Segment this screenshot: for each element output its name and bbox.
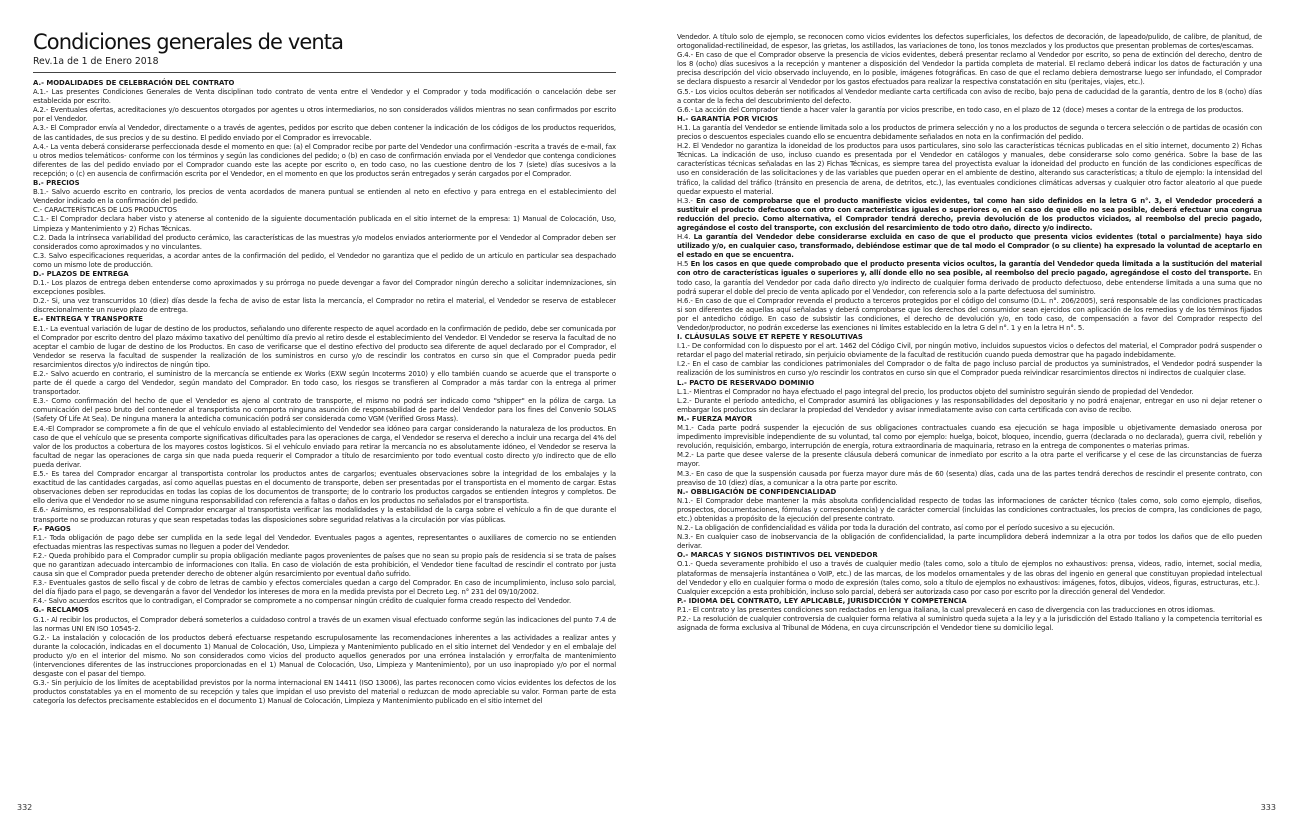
clause-number: H.3.-	[677, 196, 697, 205]
page-number-right: 333	[1260, 803, 1276, 812]
section-heading: L.- PACTO DE RESERVADO DOMINIO	[677, 378, 815, 387]
clause-paragraph: D.1.- Los plazos de entrega deben entenderse como aproximados y su prórroga no puede devengar a favor del Comprador ningún derecho a solicitar indemnizaciones, sin excepciones posibles.	[33, 279, 616, 297]
clause-number: H.4.	[677, 233, 694, 242]
clause-bold-text: La garantía del Vendedor debe considerarse excluida en caso de que el producto que presenta vicios evidentes (total o parcialmente) haya sido utilizado y/o, en cualquier caso, transformado, debiéndose estimar que de tal modo el Comprador (o su cliente) ha expresado la voluntad de aceptarlo en el estado en que se encuentra.	[677, 233, 1262, 260]
clause-paragraph: L.2.- Durante el período antedicho, el Comprador asumirá las obligaciones y las responsabilidades del depositario y no podrá enajenar, entregar en uso ni dejar retener o embargar los productos sin declarar la propiedad del Vendedor y avisar inmediatamente aviso con carta certificada con aviso de recibo.	[677, 396, 1262, 414]
clause-paragraph: P.1.- El contrato y las presentes condiciones son redactados en lengua italiana, la cual prevalecerá en caso de divergencia con las traducciones en otros idiomas.	[677, 605, 1215, 614]
title-divider	[33, 72, 616, 73]
clause-paragraph: Vendedor. A título solo de ejemplo, se reconocen como vicios evidentes los defectos superficiales, los defectos de decoración, de lapeado/pulido, de calibre, de planitud, de ortogonalidad-rectilineidad, de espesor, las grietas, los astillados, las variaciones de tono, los tonos mezclados y los productos que presentan problemas de cortes/escamas.	[677, 33, 1262, 51]
section-heading: A.- MODALIDADES DE CELEBRACIÓN DEL CONTRATO	[33, 79, 235, 87]
clause-paragraph: B.1.- Salvo acuerdo escrito en contrario, los precios de venta acordados de manera puntual se entienden al neto en efectivo y para entrega en el establecimiento del Vendedor indicado en la confirmación del pedido.	[33, 188, 616, 206]
clause-paragraph: C.3. Salvo especificaciones requeridas, a acordar antes de la confirmación del pedido, el Vendedor no garantiza que el pedido de un artículo en particular sea despachado como un mismo lote de producción.	[33, 251, 616, 269]
clause-bold-text: En caso de comprobarse que el producto manifieste vicios evidentes, tal como han sido definidos en la letra G n°. 3, el Vendedor procederá a sustituir el producto defectuoso con otro con características iguales o superiores o, en el caso de que ello no sea posible, deberá efectuar una congrua reducción del precio. Como alternativa, el Comprador tendrá derecho, previa devolución de los productos viciados, al reembolso del precio pagado, agregándose el costo del transporte, con exclusión del resarcimiento de todo otro daño, directo y/o indirecto.	[677, 196, 1262, 232]
clause-paragraph: E.2.- Salvo acuerdo en contrario, el suministro de la mercancía se entiende ex Works (EXW según Incoterms 2010) y ello también cuando se acuerde que el transporte o parte de él quede a cargo del Vendedor, según mandato del Comprador. En todo caso, los riesgos se transfieren al Comprador a más tardar con la entrega al primer transportador.	[33, 370, 616, 397]
clause-paragraph: I.2.- En el caso de cambiar las condiciones patrimoniales del Comprador o de falta de pago incluso parcial de productos ya suministrados, el Vendedor podrá suspender la realización de los suministros en curso y/o rescindir los contratos en curso sin que el Comprador pueda reivindicar resarcimientos directos ni indirectos de cualquier clase.	[677, 360, 1262, 378]
clause-paragraph: F.4.- Salvo acuerdos escritos que lo contradigan, el Comprador se compromete a no compensar ningún crédito de cualquier forma creado respecto del Vendedor.	[33, 597, 572, 606]
clause-paragraph	[677, 197, 1262, 233]
clause-paragraph: N.3.- En cualquier caso de inobservancia de la obligación de confidencialidad, la parte incumplidora deberá indemnizar a la otra por todos los daños que de ello pueden derivar.	[677, 533, 1262, 551]
clause-paragraph: G.4.- En caso de que el Comprador observe la presencia de vicios evidentes, deberá presentar reclamo al Vendedor por escrito, so pena de extinción del derecho, dentro de los 8 (ocho) días sucesivos a la recepción y mantener a disposición del Vendedor la partida completa de material. El reclamo deberá indicar los datos de facturación y una precisa descripción del vicio observado incluyendo, en lo posible, imágenes fotográficas. En caso de que el reclamo debiera demostrarse luego ser infundado, el Comprador se declara dispuesto a resarcir al Vendedor por los gastos efectuados para realizar la respectiva constatación en situ (peritajes, viajes, etc.).	[677, 51, 1262, 87]
clause-number: H.5	[677, 260, 691, 269]
left-page	[0, 0, 646, 825]
clause-paragraph: M.2.- La parte que desee valerse de la presente cláusula deberá comunicar de inmediato por escrito a la otra parte el verificarse y el cese de las circunstancias de fuerza mayor.	[677, 451, 1262, 469]
right-column	[677, 33, 1262, 785]
right-column-text	[677, 33, 1262, 633]
clause-paragraph: N.2.- La obligación de confidencialidad es válida por toda la duración del contrato, así como por el período sucesivo a su ejecución.	[677, 524, 1115, 533]
clause-tail-text: En todo caso, la garantía del Vendedor por cada daño directo y/o indirecto de cualquier forma derivado de producto defectuoso, debe entenderse limitada a una suma que no podrá superar el doble del precio de venta aplicado por el Vendedor, con referencia solo a la parte defectuosa del suministro.	[677, 269, 1262, 296]
clause-paragraph: E.4.-El Comprador se compromete a fin de que el vehículo enviado al establecimiento del Vendedor sea idóneo para cargar considerando la naturaleza de los productos. En caso de que el vehículo que se presenta comporte significativas dificultades para las operaciones de carga, el Vendedor se reserva el derecho a incluir una recarga del 4% del valor de los productos a cobertura de los mayores costos logísticos. Si el vehículo enviado para retirar la mercancía no es absolutamente idóneo, el Vendedor se reserva la facultad de negar las operaciones de carga sin que nada pueda requerir el Comprador a título de resarcimiento por todo eventual costo directo y/o indirecto que de ello pueda derivar.	[33, 424, 616, 469]
clause-paragraph: H.6.- En caso de que el Comprador revenda el producto a terceros protegidos por el código del consumo (D.L. n°. 206/2005), será responsable de las condiciones practicadas si son diferentes de aquellas aquí señaladas y deberá comprobarse que los derechos del consumidor sean ejercidos con aplicación de los remedios y de los términos fijados por el antedicho código. En caso de subsistir las condiciones, el derecho de devolución y/o, en todo caso, de compensación a favor del Comprador respecto del Vendedor/productor, no podrán excederse las exenciones ni límites establecido en la letra G del n°. 1 y en la letra H n°. 5.	[677, 296, 1262, 332]
clause-paragraph: L.1.- Mientras el Comprador no haya efectuado el pago integral del precio, los productos objeto del suministro seguirán siendo de propiedad del Vendedor.	[677, 387, 1194, 396]
clause-paragraph: H.2. El Vendedor no garantiza la idoneidad de los productos para usos particulares, sino solo las características técnicas publicadas en el sitio internet, documento 2) Fichas Técnicas. La indicación de uso, incluso cuando es presentada por el Vendedor en catálogos y manuales, debe considerarse solo como genérica. Sobre la base de las características técnicas señaladas en las 2) Fichas Técnicas, es siempre tarea del proyectista evaluar la idoneidad del producto en función de las condiciones específicas de uso en consideración de las solicitaciones y de las variables que pueden operar en el ambiente de destino, alterando sus características; a título de ejemplo: la intensidad del tráfico, la calidad del tráfico (tránsito en presencia de arena, de detritos, etc.), las eventuales condiciones climáticas adversas y cualquier otro factor aleatorio al que puede quedar expuesto el material.	[677, 142, 1262, 196]
left-column-text	[33, 79, 616, 706]
section-heading: I. CLÁUSULAS SOLVE ET REPETE Y RESOLUTIVAS	[677, 333, 863, 342]
clause-paragraph: A.1.- Las presentes Condiciones Generales de Venta disciplinan todo contrato de venta entre el Vendedor y el Comprador y toda modificación o cancelación debe ser establecida por escrito.	[33, 88, 616, 106]
clause-paragraph	[677, 233, 1262, 260]
section-heading: G.- RECLAMOS	[33, 606, 90, 615]
section-heading: D.- PLAZOS DE ENTREGA	[33, 269, 129, 278]
clause-paragraph: C.- CARACTERÍSTICAS DE LOS PRODUCTOS	[33, 206, 177, 215]
right-page	[646, 0, 1293, 825]
section-heading: B.- PRECIOS	[33, 179, 80, 188]
clause-paragraph: F.2.- Queda prohibido para el Comprador cumplir su propia obligación mediante pagos provenientes de países que no sean su propio país de residencia si se trata de países que no garantizan adecuado intercambio de informaciones con Italia. En caso de violación de esta prohibición, el Vendedor tiene facultad de rescindir el contrato por justa causa sin que el Comprador pueda pretender derecho de obtener algún resarcimiento por eventual daño sufrido.	[33, 551, 616, 579]
section-heading: O.- MARCAS Y SIGNOS DISTINTIVOS DEL VENDEDOR	[677, 551, 878, 560]
section-heading: F.- PAGOS	[33, 524, 71, 533]
clause-paragraph: M.1.- Cada parte podrá suspender la ejecución de sus obligaciones contractuales cuando esa ejecución se haga imposible u objetivamente demasiado onerosa por impedimento imprevisible independiente de su voluntad, tal como por ejemplo: huelga, boicot, bloqueo, incendio, guerra (declarada o no declarada), guerra civil, rebelión y revolución, requisición, embargo, interrupción de energía, rotura extraordinaria de maquinaria, retraso en la entrega de componentes o materias primas.	[677, 424, 1262, 451]
document-title: Condiciones generales de venta	[33, 30, 344, 54]
section-heading: E.- ENTREGA Y TRANSPORTE	[33, 315, 143, 324]
clause-paragraph: D.2.- Si, una vez transcurridos 10 (diez) días desde la fecha de aviso de estar lista la mercancía, el Comprador no retira el material, el Vendedor se reserva de establecer discrecionalmente un nuevo plazo de entrega.	[33, 297, 616, 315]
clause-bold-text: En los casos en que quede comprobado que el producto presenta vicios ocultos, la garantía del Vendedor queda limitada a la sustitución del material con otro de características iguales o superiores y, allí donde ello no sea posible, al reembolso del precio pagado, agregándose el costo del transporte.	[677, 260, 1262, 278]
clause-paragraph: G.3.- Sin perjuicio de los límites de aceptabilidad previstos por la norma internacional EN 14411 (ISO 13006), las partes reconocen como vicios evidentes los defectos de los productos constatables ya en el momento de su recepción y tales que impidan el uso previsto del material o reduzcan de modo apreciable su valor. Forman parte de esta categoría los defectos precisamente establecidos en el documento 1) Manual de Colocación, Limpieza y Mantenimiento publicado en el sitio internet del	[33, 679, 616, 706]
clause-paragraph: E.1.- La eventual variación de lugar de destino de los productos, señalando uno diferente respecto de aquel acordado en la confirmación de pedido, debe ser comunicada por el Comprador por escrito dentro del plazo máximo taxativo del penúltimo día previo al retiro desde el establecimiento del Vendedor. El Vendedor se reserva la facultad de no aceptar el cambio de lugar de destino de los Productos. En caso de verificarse que el destino efectivo del producto sea diferente de aquel declarado por el Comprador, el Vendedor se reserva la facultad de suspender la realización de los suministros en curso y/o de rescindir los contratos en curso sin que el Comprador pueda pedir resarcimientos directos y/o indirectos de ningún tipo.	[33, 324, 616, 369]
clause-paragraph: P.2.- La resolución de cualquier controversia de cualquier forma relativa al suministro queda sujeta a la ley y a la jurisdicción del Estado Italiano y la competencia territorial es asignada de forma exclusiva al Tribunal de Módena, en cuya circunscripción el Vendedor tiene su domicilio legal.	[677, 615, 1262, 633]
section-heading: H.- GARANTÍA POR VICIOS	[677, 114, 778, 123]
clause-paragraph: E.6.- Asimismo, es responsabilidad del Comprador encargar al transportista verificar las modalidades y la estabilidad de la carga sobre el vehículo a fin de que durante el transporte no se produzcan roturas y que sean respetadas todas las disposiciones sobre seguridad relativas a la circulación por vías públicas.	[33, 506, 616, 524]
clause-paragraph: A.4.- La venta deberá considerarse perfeccionada desde el momento en que: (a) el Comprador recibe por parte del Vendedor una confirmación -escrita a través de e-mail, fax u otros medios telemáticos- conforme con los términos y según las condiciones del pedido; o (b) en caso de confirmación enviada por el Vendedor que contenga condiciones diferentes de las del pedido enviado por el Comprador cuando este las acepte por escrito o, en todo caso, no las cuestione dentro de los 7 (siete) días sucesivos a la recepción; o (c) en ausencia de confirmación escrita por el Vendedor, en el momento en que los productos serán entregados y serán cargados por el Comprador.	[33, 142, 616, 178]
clause-paragraph: C.1.- El Comprador declara haber visto y atenerse al contenido de la siguiente documentación publicada en el sitio internet de la empresa: 1) Manual de Colocación, Uso, Limpieza y Mantenimiento y 2) Fichas Técnicas.	[33, 215, 616, 233]
clause-paragraph: M.3.- En caso de que la suspensión causada por fuerza mayor dure más de 60 (sesenta) días, cada una de las partes tendrá derechos de rescindir el presente contrato, con preaviso de 10 (diez) días, a comunicar a la otra parte por escrito.	[677, 469, 1262, 487]
clause-paragraph: O.1.- Queda severamente prohibido el uso a través de cualquier medio (tales como, solo a título de ejemplos no exhaustivos: prensa, videos, radio, internet, social media, plataformas de mensajería instantánea o VoIP, etc.) de las marcas, de los modelos ornamentales y de las obras del ingenio en general que constituyan propiedad intelectual del Vendedor y ello en cualquier forma o modo de expresión (tales como, solo a título de ejemplos no exhaustivos: imágenes, fotos, dibujos, videos, figuras, estructuras, etc.).	[677, 560, 1262, 587]
section-heading: P.- IDIOMA DEL CONTRATO, LEY APLICABLE, JURISDICCIÓN Y COMPETENCIA	[677, 596, 967, 605]
clause-paragraph: G.5.- Los vicios ocultos deberán ser notificados al Vendedor mediante carta certificada con aviso de recibo, bajo pena de caducidad de la garantía, dentro de los 8 (ocho) días a contar de la fecha del descubrimiento del defecto.	[677, 87, 1262, 105]
section-heading: N.- OBBLIGACIÓN DE CONFIDENCIALIDAD	[677, 487, 837, 496]
clause-paragraph: A.2.- Eventuales ofertas, acreditaciones y/o descuentos otorgados por agentes u otros intermediarios, no son considerados válidos mientras no sean confirmados por escrito por el Vendedor.	[33, 106, 616, 124]
clause-paragraph: C.2. Dada la intrínseca variabilidad del producto cerámico, las características de las muestras y/o modelos enviados anteriormente por el Vendedor al Comprador deben ser considerados como aproximados y no vinculantes.	[33, 233, 616, 251]
section-heading: M.- FUERZA MAYOR	[677, 414, 753, 423]
clause-paragraph: E.5.- Es tarea del Comprador encargar al transportista controlar los productos antes de cargarlos; eventuales observaciones sobre la integridad de los embalajes y la exactitud de las cantidades cargadas, así como aquellas puestas en el documento de transporte, deben ser presentadas por el transportista en el momento de cargar. Estas observaciones deben ser reproducidas en todas las copias de los documentos de transporte; de lo contrario los productos cargados se entienden íntegros y completos. De ello deriva que el Vendedor no se asume ninguna responsabilidad con referencia a faltas o daños en los productos no señalados por el transportista.	[33, 470, 616, 506]
clause-paragraph: A.3.- El Comprador envía al Vendedor, directamente o a través de agentes, pedidos por escrito que deben contener la indicación de los códigos de los productos requeridos, de las cantidades, de sus precios y de su destino. El pedido enviado por el Comprador es irrevocable.	[33, 124, 616, 142]
clause-paragraph: G.1.- Al recibir los productos, el Comprador deberá someterlos a cuidadoso control a través de un examen visual efectuado conforme según las indicaciones del punto 7.4 de las normas UNI EN ISO 10545-2.	[33, 615, 616, 633]
revision-line: Rev.1a de 1 de Enero 2018	[33, 56, 159, 67]
page-number-left: 332	[17, 803, 33, 812]
left-column	[33, 30, 616, 782]
clause-paragraph	[677, 260, 1262, 296]
clause-paragraph: Cualquier excepción a esta prohibición, incluso solo parcial, deberá ser autorizada caso por caso por escrito por la dirección general del Vendedor.	[677, 587, 1166, 596]
clause-paragraph: I.1.- De conformidad con lo dispuesto por el art. 1462 del Código Civil, por ningún motivo, incluidos supuestos vicios o defectos del material, el Comprador podrá suspender o retardar el pago del material retirado, sin perjuicio obviamente de la facultad de restitución cuando pueda demostrar que ha pagado indebidamente.	[677, 342, 1262, 360]
clause-paragraph: N.1.- El Comprador debe mantener la más absoluta confidencialidad respecto de todas las informaciones de carácter técnico (tales como, solo como ejemplo, diseños, prospectos, documentaciones, fórmulas y correspondencia) y de carácter comercial (incluidas las condiciones contractuales, los precios de compra, las condiciones de pago, etc.) obtenidas a propósito de la ejecución del presente contrato.	[677, 496, 1262, 523]
clause-paragraph: F.1.- Toda obligación de pago debe ser cumplida en la sede legal del Vendedor. Eventuales pagos a agentes, representantes o auxiliares de comercio no se entienden efectuadas mientras las respectivas sumas no lleguen a poder del Vendedor.	[33, 533, 616, 551]
clause-paragraph: F.3.- Eventuales gastos de sello fiscal y de cobro de letras de cambio y efectos comerciales quedan a cargo del Comprador. En caso de incumplimiento, incluso solo parcial, del día fijado para el pago, se devengarán a favor del Vendedor los intereses de mora en la medida prevista por el Decreto Leg. n° 231 del 09/10/2002.	[33, 579, 616, 597]
clause-paragraph: E.3.- Como confirmación del hecho de que el Vendedor es ajeno al contrato de transporte, el mismo no podrá ser indicado como "shipper" en la póliza de carga. La comunicación del peso bruto del contenedor al transportista no comporta ninguna asunción de responsabilidad de parte del Vendedor para los fines del Convenio SOLAS (Safety Of Life At Sea). De ninguna manera la antedicha comunicación podrá ser considerada como VGM (Verified Gross Mass).	[33, 397, 616, 424]
clause-paragraph: G.6.- La acción del Comprador tiende a hacer valer la garantía por vicios prescribe, en todo caso, en el plazo de 12 (doce) meses a contar de la entrega de los productos.	[677, 105, 1244, 114]
clause-paragraph: G.2.- La instalación y colocación de los productos deberá efectuarse respetando escrupulosamente las recomendaciones inherentes a las actividades a realizar antes y durante la colocación, indicadas en el documento 1) Manual de Colocación, Uso, Limpieza y Mantenimiento publicado en el sitio internet del Vendedor y en el embalaje del producto y/o en el interior del mismo. No son considerados como vicios del producto aquellos generados por una errónea instalación y error/falta de mantenimiento (intervenciones diferentes de las instrucciones proporcionadas en el 1) Manual de Colocación, Uso, Limpieza y Mantenimiento), por un uso inapropiado y/o por el normal desgaste con el pasar del tiempo.	[33, 633, 616, 679]
clause-paragraph: H.1. La garantía del Vendedor se entiende limitada solo a los productos de primera selección y no a los productos de segunda o tercera selección o de partidas de ocasión con precios o descuentos especiales cuando ello se encuentra debidamente señalados en nota en la confirmación del pedido.	[677, 123, 1262, 142]
